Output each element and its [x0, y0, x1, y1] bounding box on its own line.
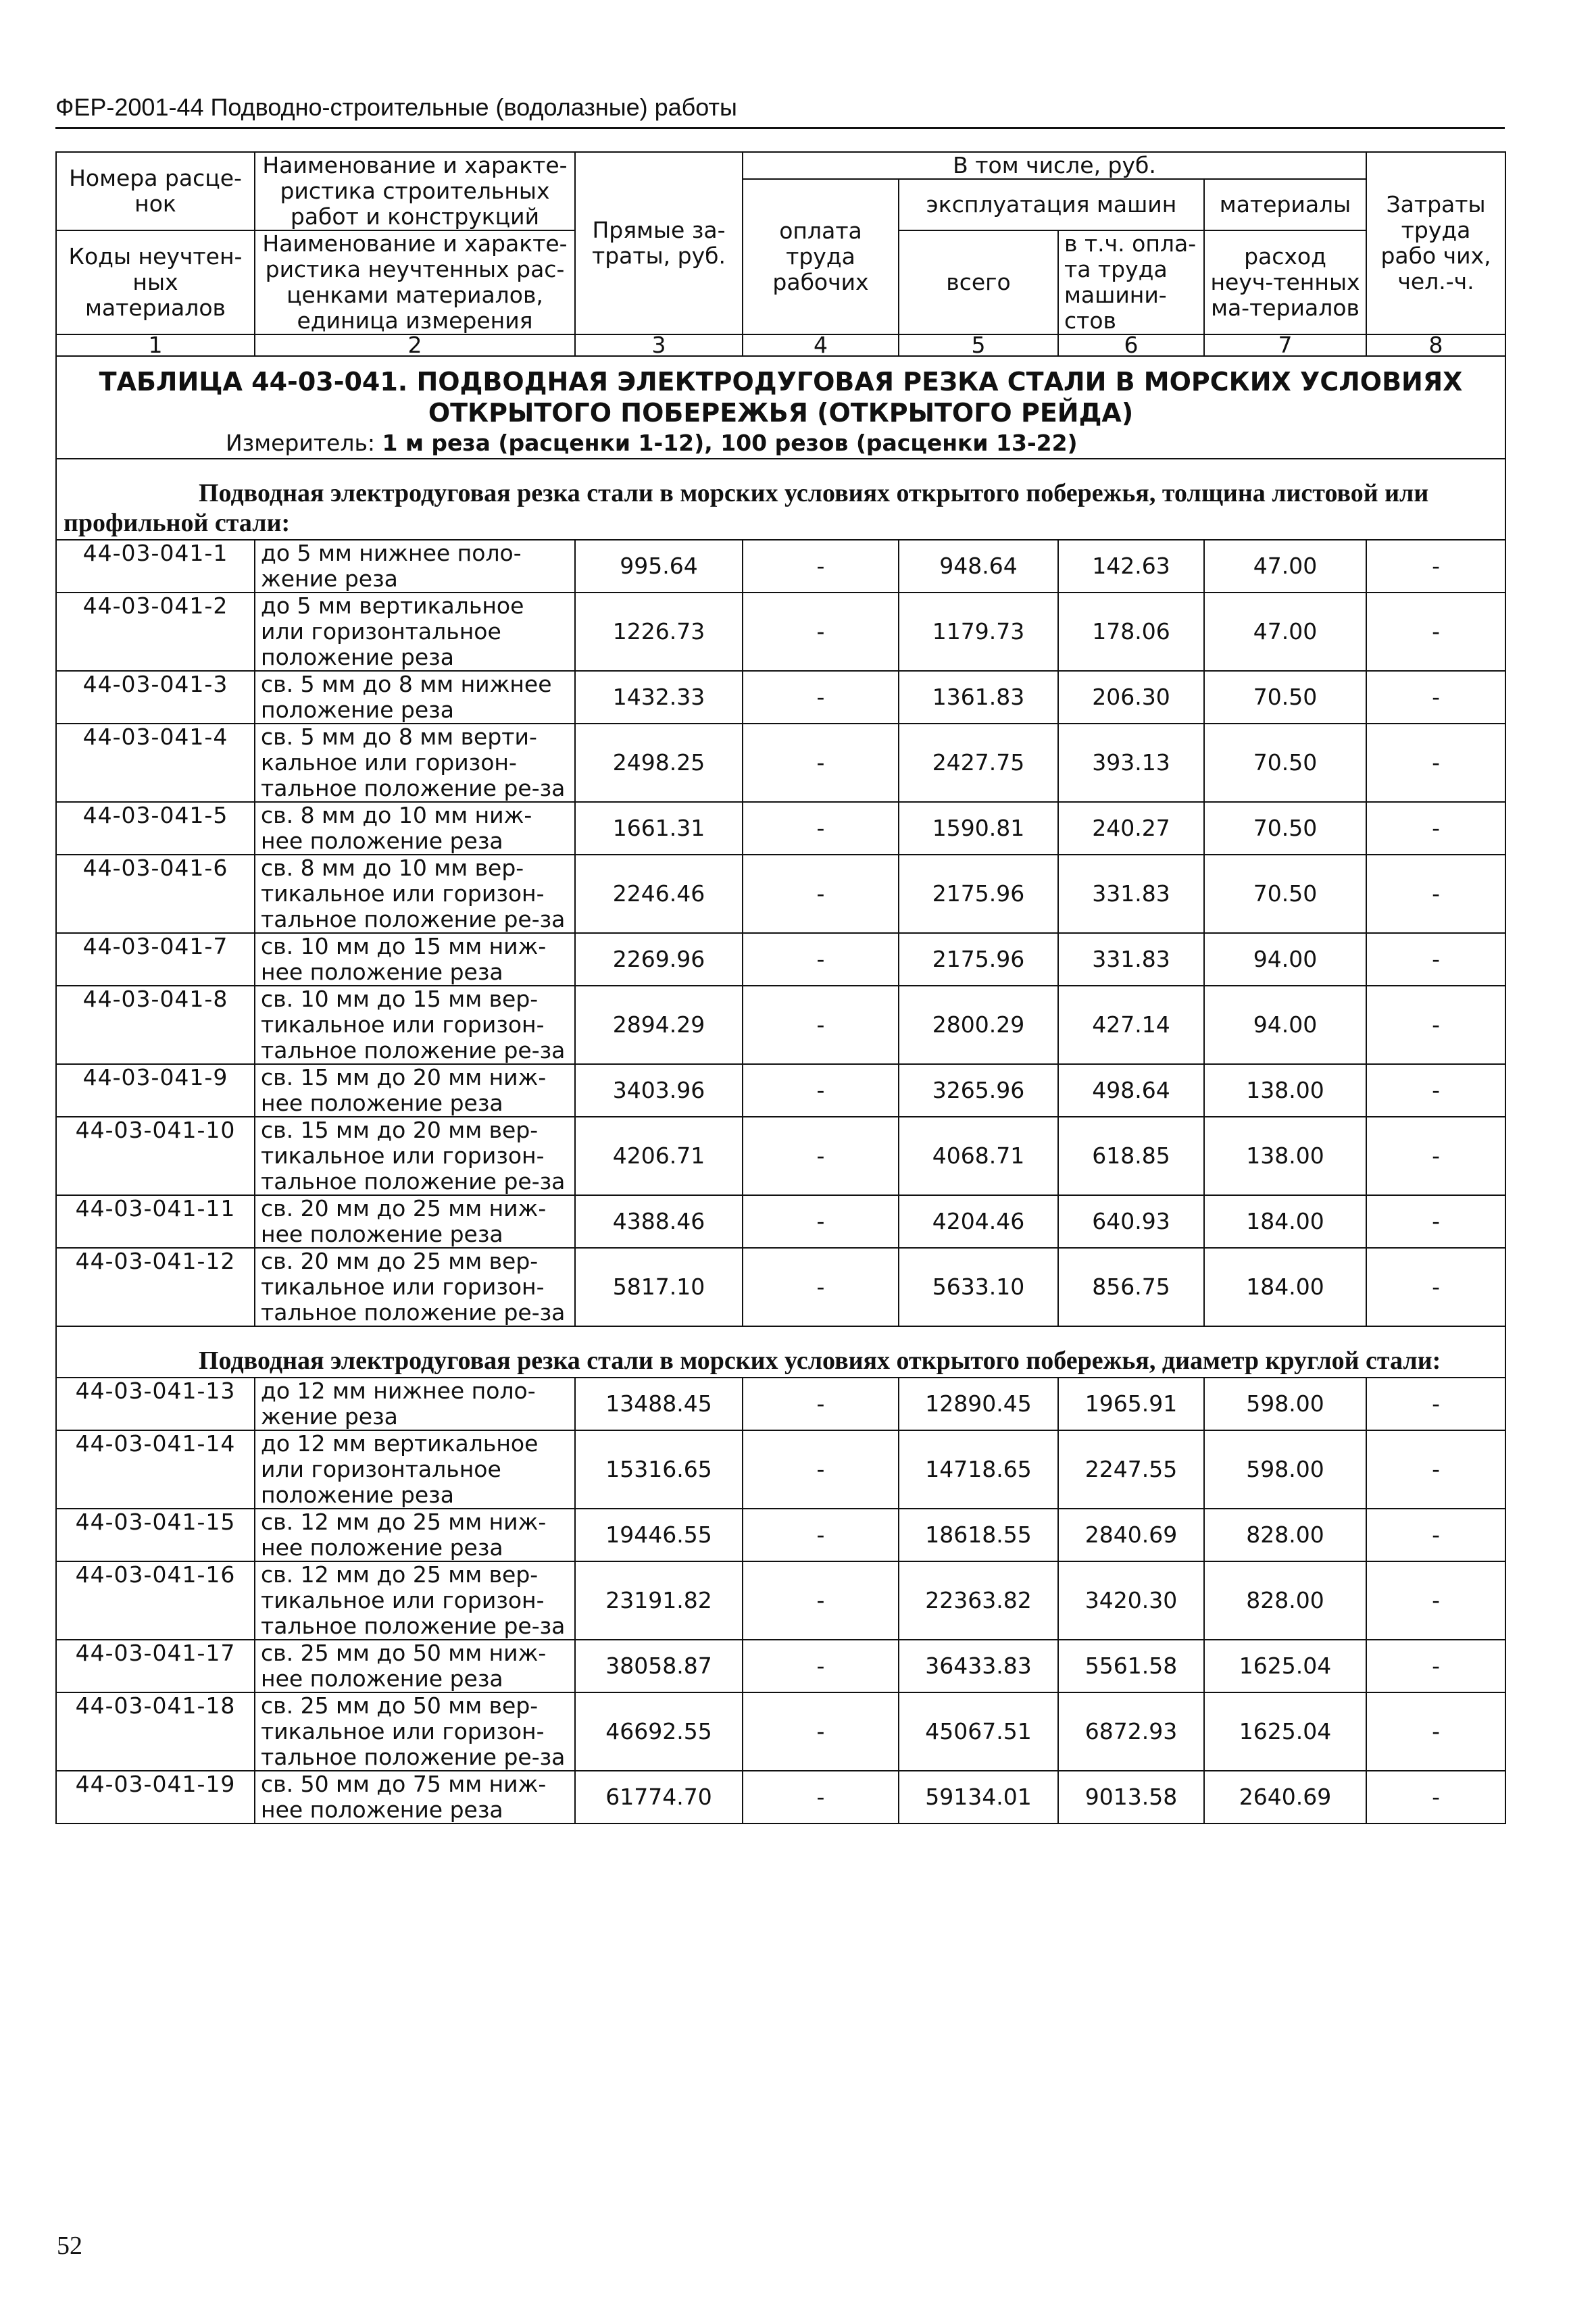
labor-hours-value: -: [1366, 1640, 1505, 1692]
materials-value: 184.00: [1204, 1248, 1366, 1326]
machinists-pay-value: 1965.91: [1058, 1378, 1204, 1430]
materials-value: 70.50: [1204, 855, 1366, 933]
table-meter: [70, 428, 1491, 458]
section-title-text: Подводная электродуговая резка стали в морских условиях открытого побережья, толщина листовой или профильной стали:: [64, 479, 1429, 537]
direct-costs-value: 3403.96: [575, 1064, 743, 1117]
direct-costs-value: 38058.87: [575, 1640, 743, 1692]
labor-pay-value: -: [743, 1117, 899, 1195]
labor-hours-value: -: [1366, 1692, 1505, 1771]
table-row: [56, 1509, 1505, 1561]
header-material-name: Наименование и характе-ристика неучтенных рас-ценками материалов, единица измерения: [255, 230, 575, 334]
work-description: св. 12 мм до 25 мм вер-тикальное или горизон-тальное положение ре-за: [255, 1561, 575, 1640]
table-row: [56, 1248, 1505, 1326]
labor-pay-value: -: [743, 802, 899, 855]
work-description: св. 5 мм до 8 мм нижнее положение реза: [255, 671, 575, 724]
work-description: св. 20 мм до 25 мм вер-тикальное или горизон-тальное положение ре-за: [255, 1248, 575, 1326]
page-number: 52: [57, 2232, 82, 2260]
labor-hours-value: -: [1366, 933, 1505, 986]
labor-hours-value: -: [1366, 1117, 1505, 1195]
materials-value: 1625.04: [1204, 1640, 1366, 1692]
labor-hours-value: -: [1366, 1195, 1505, 1248]
labor-pay-value: -: [743, 1064, 899, 1117]
section-title: [56, 459, 1505, 540]
labor-hours-value: -: [1366, 1064, 1505, 1117]
work-description: св. 12 мм до 25 мм ниж-нее положение реза: [255, 1509, 575, 1561]
labor-pay-value: -: [743, 855, 899, 933]
materials-value: 94.00: [1204, 986, 1366, 1064]
labor-pay-value: -: [743, 1195, 899, 1248]
machinists-pay-value: 393.13: [1058, 724, 1204, 802]
labor-pay-value: -: [743, 933, 899, 986]
work-description: св. 20 мм до 25 мм ниж-нее положение реза: [255, 1195, 575, 1248]
work-description: св. 25 мм до 50 мм вер-тикальное или горизон-тальное положение ре-за: [255, 1692, 575, 1771]
materials-value: 598.00: [1204, 1430, 1366, 1509]
table-row: [56, 724, 1505, 802]
table-title-cell: [56, 356, 1505, 459]
rates-table-container: [55, 151, 1505, 1824]
table-row: [56, 540, 1505, 593]
table-row: [56, 671, 1505, 724]
labor-pay-value: -: [743, 724, 899, 802]
machines-total-value: 2800.29: [899, 986, 1058, 1064]
machines-total-value: 4068.71: [899, 1117, 1058, 1195]
table-row: [56, 1195, 1505, 1248]
machines-total-value: 948.64: [899, 540, 1058, 593]
materials-value: 94.00: [1204, 933, 1366, 986]
machinists-pay-value: 498.64: [1058, 1064, 1204, 1117]
machines-total-value: 1179.73: [899, 593, 1058, 671]
materials-value: 1625.04: [1204, 1692, 1366, 1771]
machinists-pay-value: 3420.30: [1058, 1561, 1204, 1640]
rate-code: 44-03-041-8: [56, 986, 255, 1064]
direct-costs-value: 2269.96: [575, 933, 743, 986]
labor-hours-value: -: [1366, 1378, 1505, 1430]
labor-hours-value: -: [1366, 593, 1505, 671]
table-title-row: [56, 356, 1505, 459]
table-row: [56, 1430, 1505, 1509]
work-description: св. 15 мм до 20 мм ниж-нее положение реза: [255, 1064, 575, 1117]
direct-costs-value: 2246.46: [575, 855, 743, 933]
labor-pay-value: -: [743, 1509, 899, 1561]
direct-costs-value: 23191.82: [575, 1561, 743, 1640]
table-title-line2: ОТКРЫТОГО ПОБЕРЕЖЬЯ (ОТКРЫТОГО РЕЙДА): [428, 398, 1134, 428]
header-labor-pay: оплата труда рабочих: [743, 179, 899, 334]
header-material-codes: Коды неучтен-ных материалов: [56, 230, 255, 334]
column-number: 5: [899, 334, 1058, 356]
table-row: [56, 1692, 1505, 1771]
labor-pay-value: -: [743, 1640, 899, 1692]
rate-code: 44-03-041-11: [56, 1195, 255, 1248]
labor-hours-value: -: [1366, 1430, 1505, 1509]
rate-code: 44-03-041-16: [56, 1561, 255, 1640]
column-number: 1: [56, 334, 255, 356]
labor-hours-value: -: [1366, 1771, 1505, 1823]
materials-value: 70.50: [1204, 724, 1366, 802]
table-row: [56, 1771, 1505, 1823]
machines-total-value: 3265.96: [899, 1064, 1058, 1117]
header-labor-hours: Затраты труда рабо чих, чел.-ч.: [1366, 152, 1505, 334]
work-description: св. 8 мм до 10 мм ниж-нее положение реза: [255, 802, 575, 855]
table-row: [56, 986, 1505, 1064]
column-numbers-row: [56, 334, 1505, 356]
meter-value: 1 м реза (расценки 1-12), 100 резов (расценки 13-22): [382, 430, 1078, 456]
direct-costs-value: 1226.73: [575, 593, 743, 671]
machinists-pay-value: 5561.58: [1058, 1640, 1204, 1692]
direct-costs-value: 61774.70: [575, 1771, 743, 1823]
header-machines: эксплуатация машин: [899, 179, 1204, 230]
table-row: [56, 1064, 1505, 1117]
labor-pay-value: -: [743, 1248, 899, 1326]
rate-code: 44-03-041-13: [56, 1378, 255, 1430]
header-row-1: [56, 152, 1505, 179]
machines-total-value: 45067.51: [899, 1692, 1058, 1771]
machinists-pay-value: 2247.55: [1058, 1430, 1204, 1509]
materials-value: 828.00: [1204, 1561, 1366, 1640]
work-description: св. 10 мм до 15 мм вер-тикальное или горизон-тальное положение ре-за: [255, 986, 575, 1064]
header-including-group: В том числе, руб.: [743, 152, 1366, 179]
section-title: [56, 1326, 1505, 1378]
rate-code: 44-03-041-12: [56, 1248, 255, 1326]
materials-value: 2640.69: [1204, 1771, 1366, 1823]
work-description: св. 15 мм до 20 мм вер-тикальное или горизон-тальное положение ре-за: [255, 1117, 575, 1195]
direct-costs-value: 1432.33: [575, 671, 743, 724]
work-description: до 5 мм вертикальное или горизонтальное положение реза: [255, 593, 575, 671]
direct-costs-value: 46692.55: [575, 1692, 743, 1771]
direct-costs-value: 19446.55: [575, 1509, 743, 1561]
machines-total-value: 4204.46: [899, 1195, 1058, 1248]
machinists-pay-value: 427.14: [1058, 986, 1204, 1064]
machinists-pay-value: 142.63: [1058, 540, 1204, 593]
rate-code: 44-03-041-4: [56, 724, 255, 802]
labor-hours-value: -: [1366, 1509, 1505, 1561]
machines-total-value: 12890.45: [899, 1378, 1058, 1430]
header-direct-costs: Прямые за-траты, руб.: [575, 152, 743, 334]
machinists-pay-value: 240.27: [1058, 802, 1204, 855]
column-number: 3: [575, 334, 743, 356]
work-description: св. 50 мм до 75 мм ниж-нее положение реза: [255, 1771, 575, 1823]
header-machinists-pay: в т.ч. опла-та труда машини-стов: [1058, 230, 1204, 334]
labor-pay-value: -: [743, 1430, 899, 1509]
rate-code: 44-03-041-15: [56, 1509, 255, 1561]
machines-total-value: 2427.75: [899, 724, 1058, 802]
machines-total-value: 22363.82: [899, 1561, 1058, 1640]
table-row: [56, 1117, 1505, 1195]
header-machines-total: всего: [899, 230, 1058, 334]
direct-costs-value: 13488.45: [575, 1378, 743, 1430]
rate-code: 44-03-041-6: [56, 855, 255, 933]
machines-total-value: 18618.55: [899, 1509, 1058, 1561]
work-description: св. 8 мм до 10 мм вер-тикальное или горизон-тальное положение ре-за: [255, 855, 575, 933]
table-row: [56, 593, 1505, 671]
page-title: ФЕР-2001-44 Подводно-строительные (водолазные) работы: [55, 93, 737, 121]
direct-costs-value: 2894.29: [575, 986, 743, 1064]
labor-pay-value: -: [743, 593, 899, 671]
rate-code: 44-03-041-18: [56, 1692, 255, 1771]
table-title-line1: ТАБЛИЦА 44-03-041. ПОДВОДНАЯ ЭЛЕКТРОДУГОВАЯ РЕЗКА СТАЛИ В МОРСКИХ УСЛОВИЯХ: [99, 367, 1463, 397]
labor-hours-value: -: [1366, 1248, 1505, 1326]
labor-pay-value: -: [743, 1378, 899, 1430]
machinists-pay-value: 331.83: [1058, 855, 1204, 933]
machines-total-value: 36433.83: [899, 1640, 1058, 1692]
materials-value: 828.00: [1204, 1509, 1366, 1561]
table-body: [56, 459, 1505, 1823]
labor-pay-value: -: [743, 1771, 899, 1823]
direct-costs-value: 15316.65: [575, 1430, 743, 1509]
table-row: [56, 1561, 1505, 1640]
header-materials: материалы: [1204, 179, 1366, 230]
work-description: до 5 мм нижнее поло-жение реза: [255, 540, 575, 593]
labor-pay-value: -: [743, 540, 899, 593]
machinists-pay-value: 9013.58: [1058, 1771, 1204, 1823]
work-description: до 12 мм нижнее поло-жение реза: [255, 1378, 575, 1430]
header-rate-number: Номера расце-нок: [56, 152, 255, 230]
machines-total-value: 59134.01: [899, 1771, 1058, 1823]
labor-pay-value: -: [743, 1561, 899, 1640]
materials-value: 47.00: [1204, 593, 1366, 671]
machinists-pay-value: 618.85: [1058, 1117, 1204, 1195]
materials-value: 70.50: [1204, 671, 1366, 724]
machines-total-value: 2175.96: [899, 855, 1058, 933]
column-number: 2: [255, 334, 575, 356]
section-title-row: [56, 1326, 1505, 1378]
table-row: [56, 933, 1505, 986]
section-title-row: [56, 459, 1505, 540]
machines-total-value: 2175.96: [899, 933, 1058, 986]
materials-value: 598.00: [1204, 1378, 1366, 1430]
labor-hours-value: -: [1366, 802, 1505, 855]
table-row: [56, 802, 1505, 855]
labor-hours-value: -: [1366, 1561, 1505, 1640]
machinists-pay-value: 6872.93: [1058, 1692, 1204, 1771]
labor-hours-value: -: [1366, 855, 1505, 933]
labor-hours-value: -: [1366, 724, 1505, 802]
rate-code: 44-03-041-14: [56, 1430, 255, 1509]
machinists-pay-value: 331.83: [1058, 933, 1204, 986]
rate-code: 44-03-041-1: [56, 540, 255, 593]
labor-hours-value: -: [1366, 540, 1505, 593]
direct-costs-value: 1661.31: [575, 802, 743, 855]
rate-code: 44-03-041-5: [56, 802, 255, 855]
work-description: св. 25 мм до 50 мм ниж-нее положение реза: [255, 1640, 575, 1692]
table-row: [56, 855, 1505, 933]
rate-code: 44-03-041-10: [56, 1117, 255, 1195]
column-number: 8: [1366, 334, 1505, 356]
labor-pay-value: -: [743, 1692, 899, 1771]
work-description: до 12 мм вертикальное или горизонтальное положение реза: [255, 1430, 575, 1509]
machinists-pay-value: 640.93: [1058, 1195, 1204, 1248]
direct-costs-value: 2498.25: [575, 724, 743, 802]
rates-table: [55, 151, 1506, 1824]
work-description: св. 10 мм до 15 мм ниж-нее положение реза: [255, 933, 575, 986]
labor-hours-value: -: [1366, 986, 1505, 1064]
materials-value: 138.00: [1204, 1064, 1366, 1117]
rate-code: 44-03-041-2: [56, 593, 255, 671]
direct-costs-value: 995.64: [575, 540, 743, 593]
rate-code: 44-03-041-3: [56, 671, 255, 724]
column-number: 4: [743, 334, 899, 356]
machines-total-value: 14718.65: [899, 1430, 1058, 1509]
labor-pay-value: -: [743, 986, 899, 1064]
materials-value: 184.00: [1204, 1195, 1366, 1248]
materials-value: 138.00: [1204, 1117, 1366, 1195]
machines-total-value: 1590.81: [899, 802, 1058, 855]
direct-costs-value: 4206.71: [575, 1117, 743, 1195]
header-unaccounted-materials: расход неуч-тенных ма-териалов: [1204, 230, 1366, 334]
page-header: [55, 93, 1505, 129]
section-title-text: Подводная электродуговая резка стали в морских условиях открытого побережья, диаметр круглой стали:: [199, 1347, 1441, 1375]
meter-label: Измеритель:: [226, 430, 376, 456]
machinists-pay-value: 856.75: [1058, 1248, 1204, 1326]
materials-value: 70.50: [1204, 802, 1366, 855]
machines-total-value: 5633.10: [899, 1248, 1058, 1326]
direct-costs-value: 5817.10: [575, 1248, 743, 1326]
machinists-pay-value: 2840.69: [1058, 1509, 1204, 1561]
labor-hours-value: -: [1366, 671, 1505, 724]
direct-costs-value: 4388.46: [575, 1195, 743, 1248]
labor-pay-value: -: [743, 671, 899, 724]
column-number: 7: [1204, 334, 1366, 356]
machinists-pay-value: 206.30: [1058, 671, 1204, 724]
column-number: 6: [1058, 334, 1204, 356]
rate-code: 44-03-041-19: [56, 1771, 255, 1823]
machines-total-value: 1361.83: [899, 671, 1058, 724]
table-row: [56, 1378, 1505, 1430]
rate-code: 44-03-041-7: [56, 933, 255, 986]
header-work-name: Наименование и характе-ристика строительных работ и конструкций: [255, 152, 575, 230]
machinists-pay-value: 178.06: [1058, 593, 1204, 671]
work-description: св. 5 мм до 8 мм верти-кальное или горизон-тальное положение ре-за: [255, 724, 575, 802]
rate-code: 44-03-041-17: [56, 1640, 255, 1692]
rate-code: 44-03-041-9: [56, 1064, 255, 1117]
table-row: [56, 1640, 1505, 1692]
materials-value: 47.00: [1204, 540, 1366, 593]
